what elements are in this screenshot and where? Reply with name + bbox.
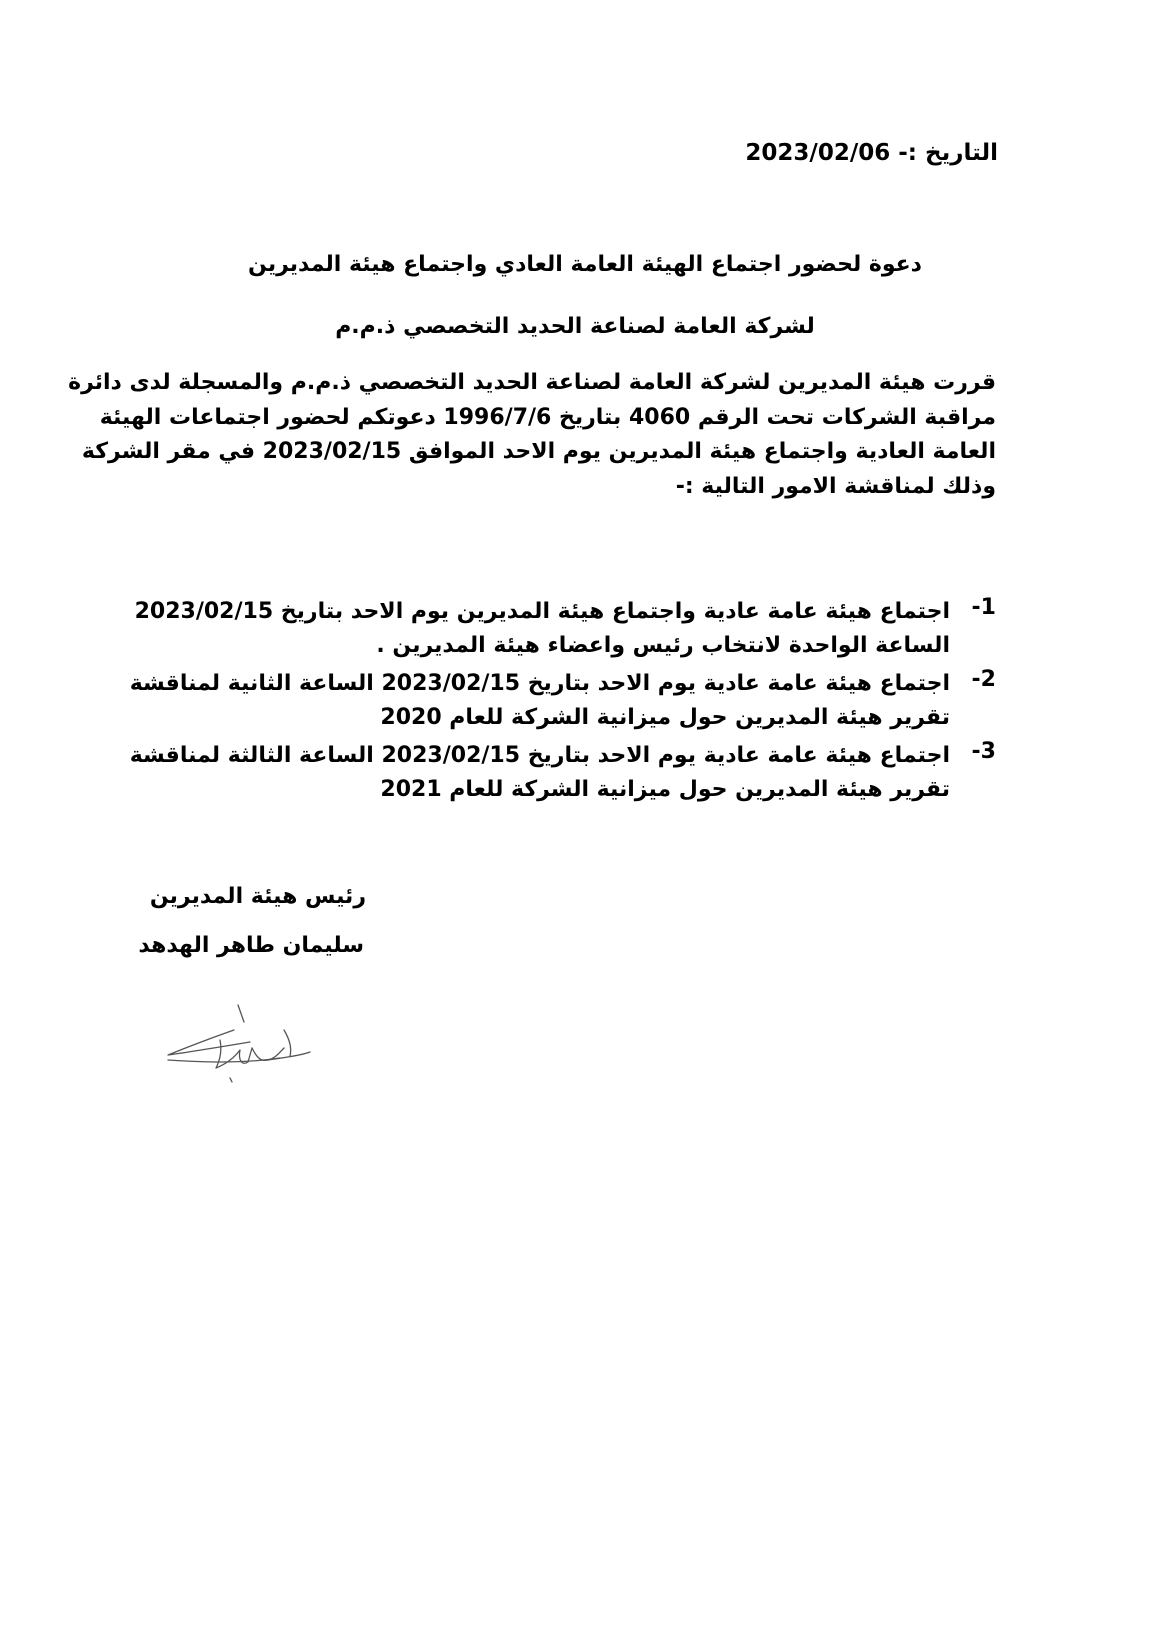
agenda-item [129,667,996,735]
invitation-title: دعوة لحضور اجتماع الهيئة العامة العادي واجتماع هيئة المديرين [248,252,922,277]
handwritten-signature [160,1000,335,1090]
agenda-item-number: -1 [971,595,996,620]
body-paragraph [68,366,996,504]
agenda-item-line: تقرير هيئة المديرين حول ميزانية الشركة للعام 2021 [380,777,950,802]
agenda-item-line: اجتماع هيئة عامة عادية يوم الاحد بتاريخ 2023/02/15 الساعة الثالثة لمناقشة [129,743,950,768]
agenda-item-line: تقرير هيئة المديرين حول ميزانية الشركة للعام 2020 [380,705,950,730]
document-date: التاريخ :- 2023/02/06 [745,140,998,166]
signatory-role: رئيس هيئة المديرين [149,884,366,909]
agenda-item-line: اجتماع هيئة عامة عادية واجتماع هيئة المديرين يوم الاحد بتاريخ 2023/02/15 [134,599,950,624]
body-line: وذلك لمناقشة الامور التالية :- [675,473,996,499]
agenda-item-number: -3 [971,739,996,764]
body-line: قررت هيئة المديرين لشركة العامة لصناعة الحديد التخصصي ذ.م.م والمسجلة لدى دائرة [68,370,996,395]
body-line: العامة العادية واجتماع هيئة المديرين يوم الاحد الموافق 2023/02/15 في مقر الشركة [81,439,996,464]
agenda-list [129,595,996,811]
agenda-item-line: الساعة الواحدة لانتخاب رئيس واعضاء هيئة المديرين . [376,633,950,658]
company-title: لشركة العامة لصناعة الحديد التخصصي ذ.م.م [335,314,815,339]
agenda-item-line: اجتماع هيئة عامة عادية يوم الاحد بتاريخ 2023/02/15 الساعة الثانية لمناقشة [129,671,950,696]
signatory-name: سليمان طاهر الهدهد [138,933,364,958]
agenda-item-number: -2 [971,667,996,692]
agenda-item [134,595,996,663]
agenda-item [129,739,996,807]
body-line: مراقبة الشركات تحت الرقم 4060 بتاريخ 1996/7/6 دعوتكم لحضور اجتماعات الهيئة [99,404,996,430]
